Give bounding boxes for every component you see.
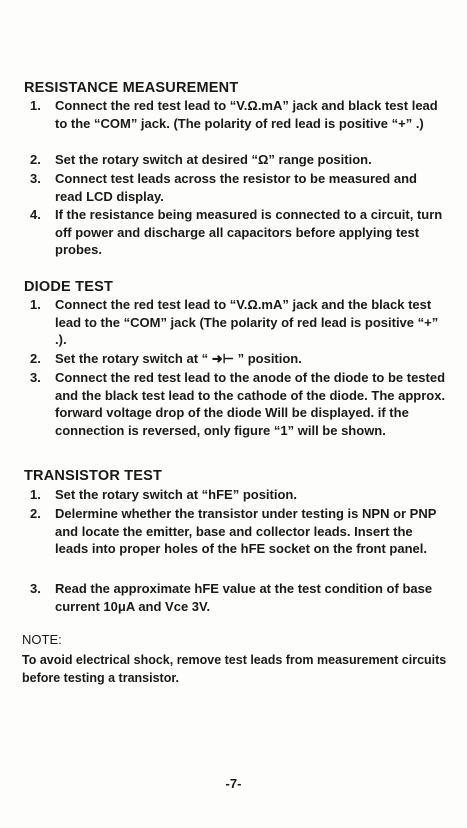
step-text: Connect test leads across the resistor to be measured and read LCD display. [55, 171, 417, 204]
resistance-step-1 [30, 97, 448, 132]
step-text: If the resistance being measured is connected to a circuit, turn off power and discharge all capacitors before applying test probes. [55, 207, 443, 257]
step-number: 2. [30, 152, 41, 167]
transistor-step-3 [30, 580, 448, 615]
diode-step-2 [30, 350, 448, 368]
transistor-heading: TRANSISTOR TEST [24, 468, 163, 484]
resistance-step-4 [30, 206, 448, 259]
step-number: 1. [30, 297, 41, 312]
page-number: -7- [225, 776, 242, 791]
step-number: 2. [30, 506, 41, 521]
step-text: Connect the red test lead to “V.Ω.mA” jack and the black test lead to the “COM” jack (The polarity of red lead is positive “+” .). [55, 297, 439, 347]
step-number: 3. [30, 581, 41, 596]
step-number: 3. [30, 370, 41, 385]
resistance-step-2 [30, 151, 448, 169]
step-text: Set the rotary switch at “ ➜⊢ ” position. [55, 351, 302, 366]
diode-heading: DIODE TEST [24, 279, 114, 295]
resistance-step-3 [30, 170, 448, 205]
resistance-heading: RESISTANCE MEASUREMENT [24, 80, 239, 96]
step-text: Set the rotary switch at desired “Ω” range position. [55, 152, 372, 167]
step-text: Connect the red test lead to “V.Ω.mA” jack and black test lead to the “COM” jack. (The polarity of red lead is positive “+” .) [55, 98, 438, 131]
step-number: 1. [30, 98, 41, 113]
step-number: 2. [30, 351, 41, 366]
step-text: Connect the red test lead to the anode of the diode to be tested and the black test lead to the cathode of the diode. The approx. forward voltage drop of the diode Will be displayed. if the connection is reversed, only figure “1” will be shown. [55, 370, 446, 438]
step-text: Set the rotary switch at “hFE” position. [55, 487, 297, 502]
diode-step-1 [30, 296, 448, 349]
note-text: To avoid electrical shock, remove test leads from measurement circuits before testing a transistor. [22, 653, 447, 685]
transistor-step-2 [30, 505, 448, 558]
step-number: 1. [30, 487, 41, 502]
step-number: 3. [30, 171, 41, 186]
step-number: 4. [30, 207, 41, 222]
diode-step-3 [30, 369, 448, 439]
step-text: Read the approximate hFE value at the test condition of base current 10μA and Vce 3V. [55, 581, 433, 614]
step-text: Delermine whether the transistor under testing is NPN or PNP and locate the emitter, base and collector leads. Insert the leads into proper holes of the hFE socket on the front panel. [55, 506, 437, 556]
transistor-step-1 [30, 486, 448, 504]
note-label: NOTE: [22, 632, 62, 647]
